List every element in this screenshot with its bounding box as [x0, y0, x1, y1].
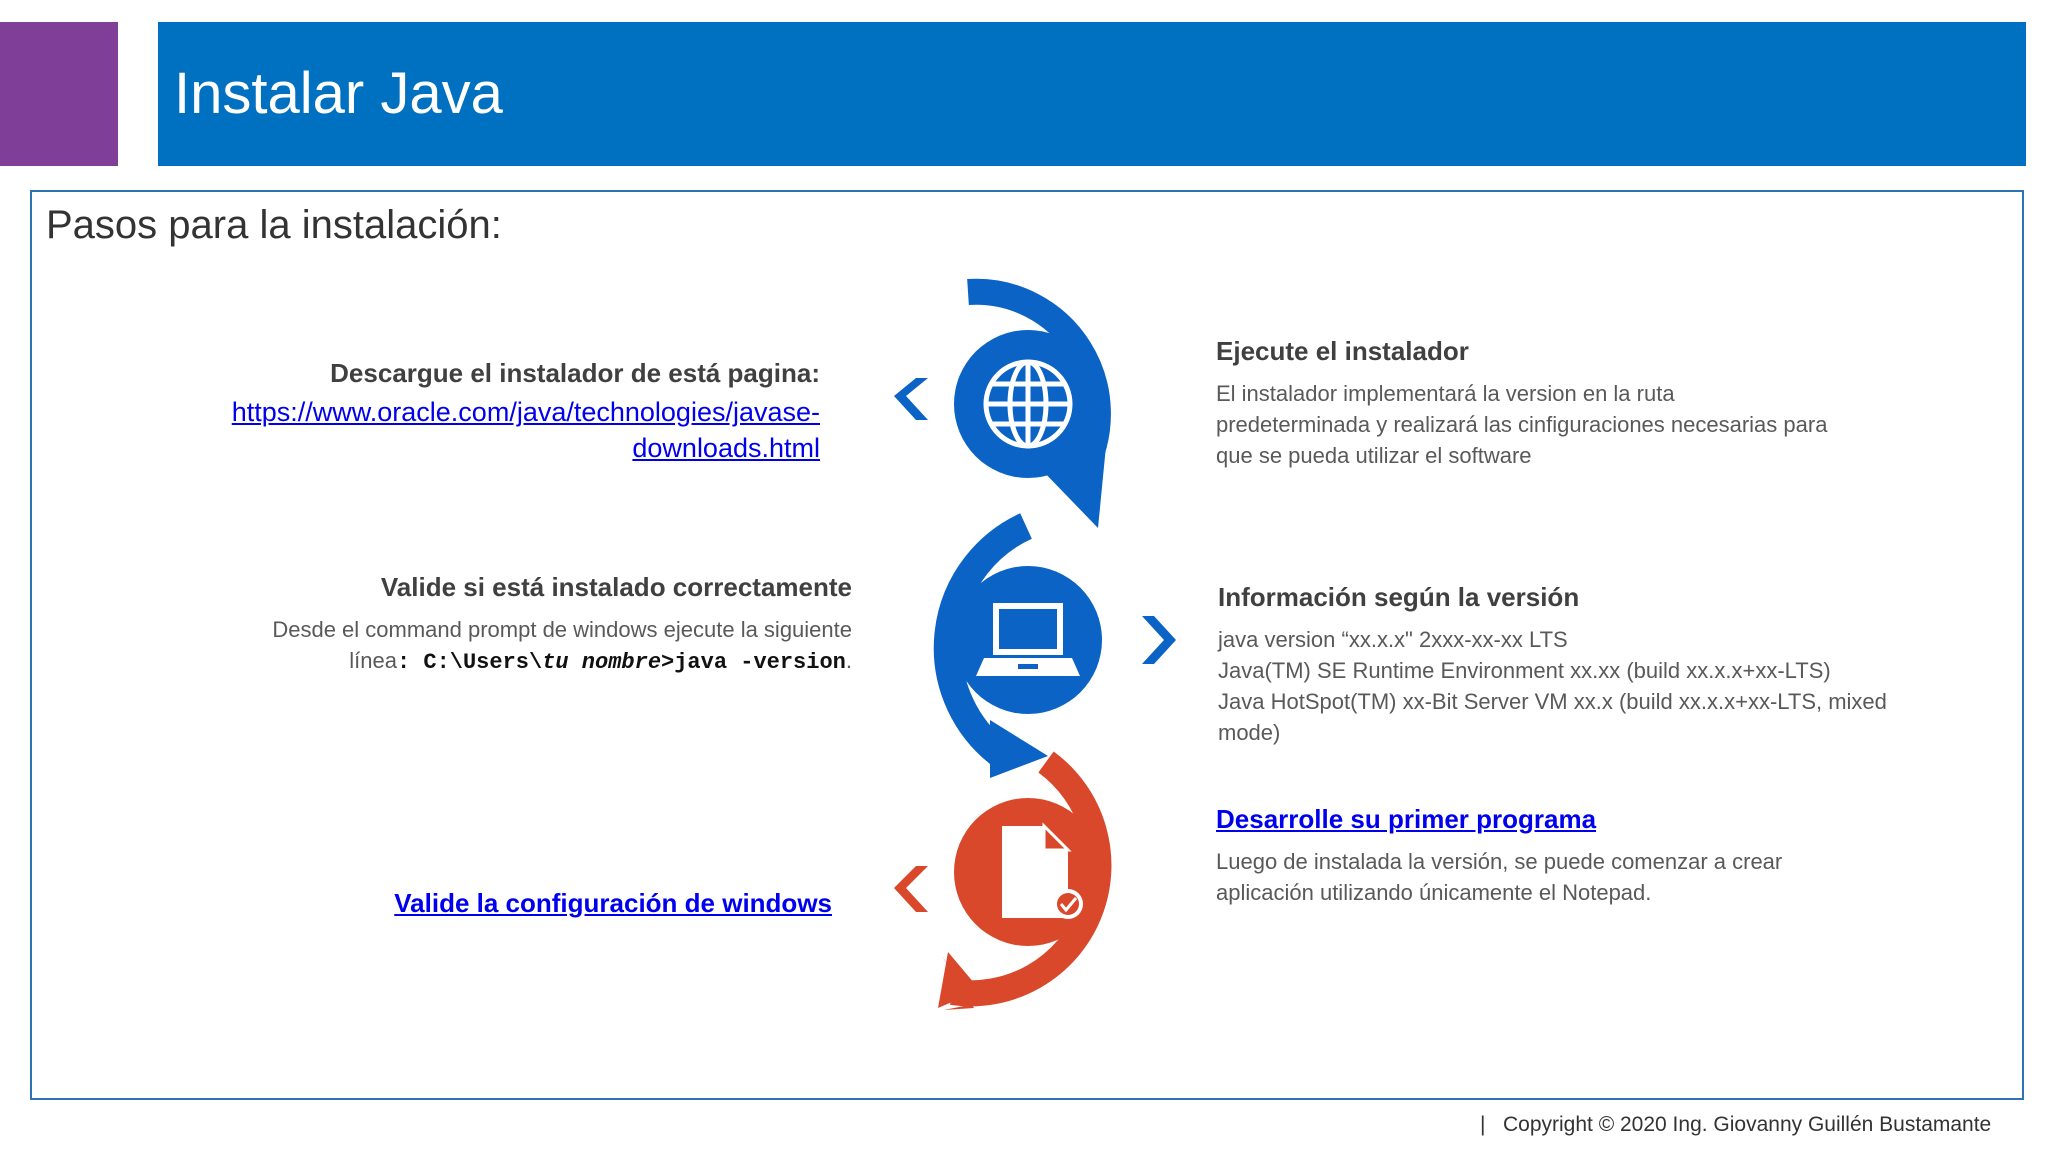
version-line2: Java(TM) SE Runtime Environment xx.xx (build xx.x.x+xx-LTS) [1218, 658, 1831, 683]
chevron-left-icon [894, 378, 928, 420]
version-line1: java version “xx.x.x" 2xxx-xx-xx LTS [1218, 627, 1568, 652]
command-part-a: : C:\Users\ [396, 650, 543, 675]
validate-line2-suffix: . [845, 648, 852, 673]
first-program-link[interactable]: Desarrolle su primer programa [1216, 804, 1597, 834]
version-info-heading: Información según la versión [1218, 582, 1580, 612]
step-run-installer [1216, 334, 1916, 471]
step-version-info [1218, 580, 1998, 748]
validate-line2-prefix: línea [349, 648, 397, 673]
chevron-left-orange-icon [894, 866, 928, 912]
arc-middle-arrowhead [990, 720, 1048, 778]
step-download [120, 356, 820, 466]
footer-copyright: Copyright © 2020 Ing. Giovanny Guillén Bustamante [1502, 1113, 1992, 1136]
validate-line2 [132, 645, 852, 678]
validate-heading: Valide si está instalado correctamente [380, 572, 852, 602]
globe-icon [986, 362, 1070, 446]
step-validate [132, 570, 852, 678]
download-heading: Descargue el instalador de está pagina: [330, 358, 820, 388]
footer-separator: | [1480, 1113, 1486, 1136]
command-part-b: >java -version [661, 650, 846, 675]
step-first-program [1216, 802, 1916, 908]
command-part-italic: tu nombre [542, 650, 662, 675]
first-program-line1: Luego de instalada la versión, se puede comenzar a crear [1216, 849, 1783, 874]
footer [1480, 1110, 1991, 1140]
page-title: Instalar Java [174, 61, 503, 126]
run-installer-heading: Ejecute el instalador [1216, 336, 1469, 366]
section-subtitle: Pasos para la instalación: [46, 203, 502, 247]
run-installer-line1: El instalador implementará la version en la ruta [1216, 381, 1675, 406]
oracle-download-link-cont[interactable]: downloads.html [632, 433, 820, 463]
run-installer-line2: predeterminada y realizará las cinfiguraciones necesarias para [1216, 412, 1828, 437]
oracle-download-link[interactable]: https://www.oracle.com/java/technologies/javase- [231, 397, 820, 427]
laptop-circle [954, 566, 1102, 714]
run-installer-line3: que se pueda utilizar el software [1216, 443, 1532, 468]
first-program-line2: aplicación utilizando únicamente el Notepad. [1216, 880, 1652, 905]
step-windows-config [132, 886, 832, 920]
chevron-right-icon [1142, 616, 1176, 664]
validate-line1: Desde el command prompt de windows ejecute la siguiente [272, 617, 852, 642]
windows-config-link[interactable]: Valide la configuración de windows [394, 888, 832, 918]
version-line3: Java HotSpot(TM) xx-Bit Server VM xx.x (build xx.x.x+xx-LTS, mixed [1218, 689, 1887, 714]
version-line4: mode) [1218, 720, 1281, 745]
